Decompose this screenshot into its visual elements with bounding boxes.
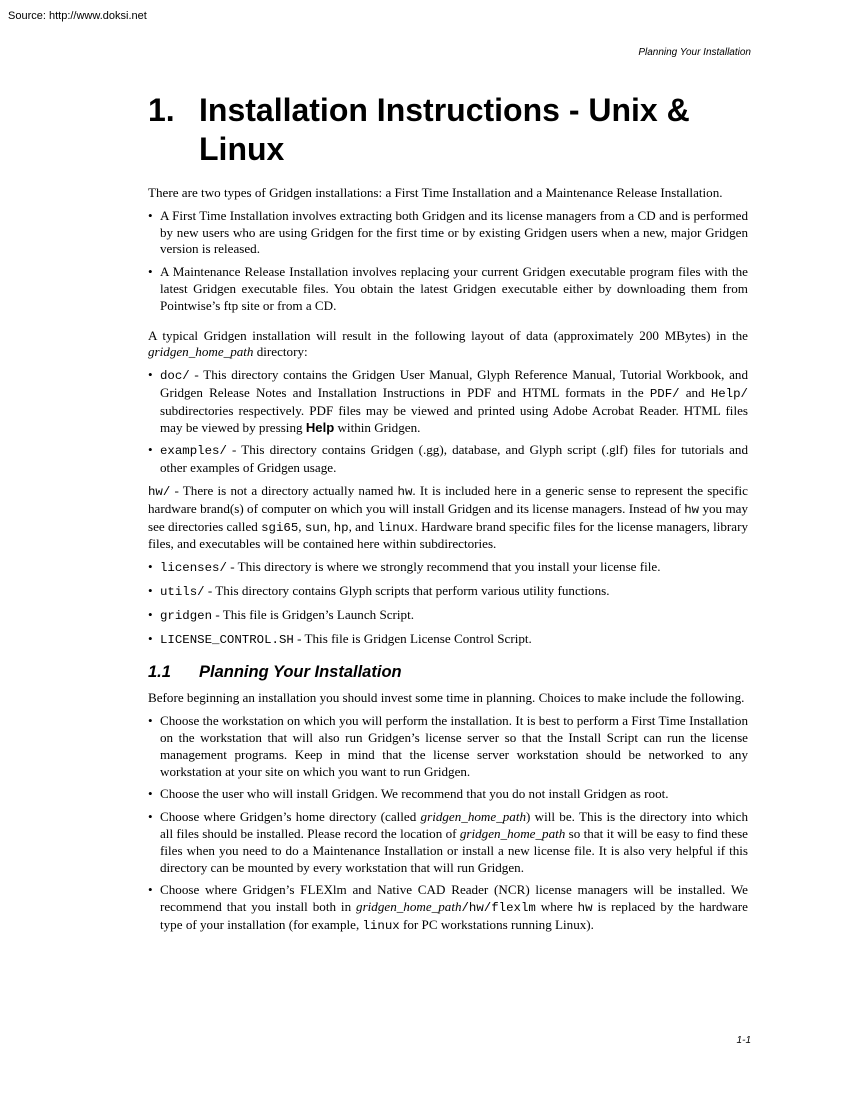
code-hw: hw: [684, 502, 700, 517]
text-span: - There is not a directory actually named: [170, 482, 398, 498]
text-span: for PC workstations running Linux).: [399, 916, 594, 932]
section-number: 1.1: [148, 663, 171, 682]
code-license-control: LICENSE_CONTROL.SH: [160, 632, 294, 647]
code-licenses: licenses/: [160, 561, 227, 576]
file-list: [148, 559, 748, 648]
text-span: - This directory is where we strongly recommend that you install your license file.: [226, 559, 661, 575]
list-item: • Choose the workstation on which you will perform the installation. It is best to perform a First Time Installation on the workstation that will also run Gridgen’s license server so that the Install Script can run the license management programs. Keep in mind that the license server workstation should be networked to any workstation at your site on which you want to run Gridgen.: [148, 713, 748, 780]
code-hp: hp: [333, 520, 349, 535]
section-intro: Before beginning an installation you should invest some time in planning. Choices to make include the following.: [148, 690, 745, 706]
list-item: [148, 882, 748, 934]
list-item-doc: [148, 367, 748, 436]
home-path-term: gridgen_home_path: [356, 899, 462, 915]
text-span: you may see directories called: [148, 500, 748, 534]
code-sgi65: sgi65: [261, 520, 299, 535]
list-item: [148, 607, 748, 625]
code-examples: examples/: [160, 444, 227, 459]
text-span: - This directory contains the Gridgen User Manual, Glyph Reference Manual, Tutorial Workbook, and Gridgen Release Notes and Installation Instructions in PDF and HTML formats in the: [160, 367, 748, 400]
list-item: • A Maintenance Release Installation involves replacing your current Gridgen executable program files with the latest Gridgen executable files. You obtain the latest Gridgen executable either by downloading them from Pointwise’s ftp site or from a CD.: [148, 264, 748, 314]
code-sun: sun: [304, 520, 328, 535]
help-button-label: Help: [305, 419, 335, 435]
text-span: - This directory contains Glyph scripts that perform various utility functions.: [204, 582, 610, 598]
text-span: within Gridgen.: [334, 419, 421, 435]
section-heading: [148, 662, 748, 682]
code-help: Help/: [710, 386, 748, 401]
list-item: [148, 559, 748, 577]
chapter-title-text: Installation Instructions - Unix & Linux: [199, 92, 690, 167]
section-title: Planning Your Installation: [199, 663, 402, 682]
chapter-title: [148, 91, 748, 169]
text-span: ,: [298, 518, 305, 534]
installation-types-list: [148, 208, 748, 315]
text-span: - This file is Gridgen License Control Script.: [293, 630, 532, 646]
code-hw: hw: [397, 484, 413, 499]
code-gridgen: gridgen: [160, 608, 213, 623]
text-span: - This file is Gridgen’s Launch Script.: [212, 606, 415, 622]
list-item-examples: [148, 442, 748, 477]
page-content: [148, 185, 748, 935]
text-span: . It is included here in a generic sense to represent the specific hardware brand(s) of computer on which you will install Gridgen and its license managers. Instead of: [148, 482, 748, 516]
page-number: 1-1: [736, 1035, 751, 1046]
text-span: so that it will be easy to find these files when you need to do a Maintenance Installation or install a new license file. It is also very helpful if this directory can be mounted by every workstation that will run Gridgen.: [160, 825, 748, 875]
text-span: and: [679, 384, 711, 400]
source-url: Source: http://www.doksi.net: [8, 10, 147, 22]
text-span: . Hardware brand specific files for the license managers, library files, and executables will be contained here within subdirectories.: [148, 518, 748, 552]
code-pdf: PDF/: [649, 386, 680, 401]
directory-list: [148, 367, 748, 477]
text-span: - This directory contains Gridgen (.gg), database, and Glyph script (.glf) files for tutorials and other examples of Gridgen usage.: [160, 442, 748, 476]
list-item: [148, 809, 748, 876]
text-span: subdirectories respectively. PDF files may be viewed and printed using Adobe Acrobat Reader. HTML files may be viewed by pressing: [160, 402, 748, 435]
list-item: • A First Time Installation involves extracting both Gridgen and its license managers from a CD and is performed by new users who are using Gridgen for the first time or by existing Gridgen users when a new, major Gridgen version is released.: [148, 208, 748, 258]
text-span: ) will be. This is the directory into which all files should be installed. Please record the location of: [160, 809, 748, 841]
text-span: Choose where Gridgen’s home directory (called: [160, 809, 421, 825]
text-span: ,: [327, 518, 334, 534]
text-span: A typical Gridgen installation will result in the following layout of data (approximately 200 MBytes) in the: [148, 327, 748, 343]
code-doc: doc/: [160, 369, 190, 384]
text-span: directory:: [253, 344, 308, 360]
intro-paragraph: There are two types of Gridgen installations: a First Time Installation and a Maintenance Release Installation.: [148, 185, 723, 200]
code-utils: utils/: [160, 584, 205, 599]
code-linux: linux: [377, 520, 415, 535]
text-span: where: [535, 899, 578, 915]
text-span: , and: [348, 518, 378, 534]
code-linux: linux: [362, 918, 400, 933]
home-path-term: gridgen_home_path: [148, 344, 254, 360]
layout-paragraph: [148, 328, 748, 362]
list-item: [148, 631, 748, 649]
planning-list: [148, 713, 748, 935]
running-header: Planning Your Installation: [638, 47, 751, 58]
list-item: • Choose the user who will install Gridgen. We recommend that you do not install Gridgen as root.: [148, 786, 748, 803]
list-item: [148, 583, 748, 601]
text-span: Choose where Gridgen’s FLEXlm and Native CAD Reader (NCR) license managers will be installed. We recommend that you install both in: [160, 882, 748, 915]
text-span: is replaced by the hardware type of your installation (for example,: [160, 899, 748, 932]
chapter-number: 1.: [148, 92, 175, 128]
home-path-term: gridgen_home_path: [459, 825, 566, 841]
home-path-term: gridgen_home_path: [420, 809, 527, 825]
code-hw: hw/: [148, 484, 171, 499]
code-flexlm-path: /hw/flexlm: [461, 901, 536, 916]
hw-paragraph: [148, 483, 748, 553]
code-hw: hw: [577, 901, 593, 916]
